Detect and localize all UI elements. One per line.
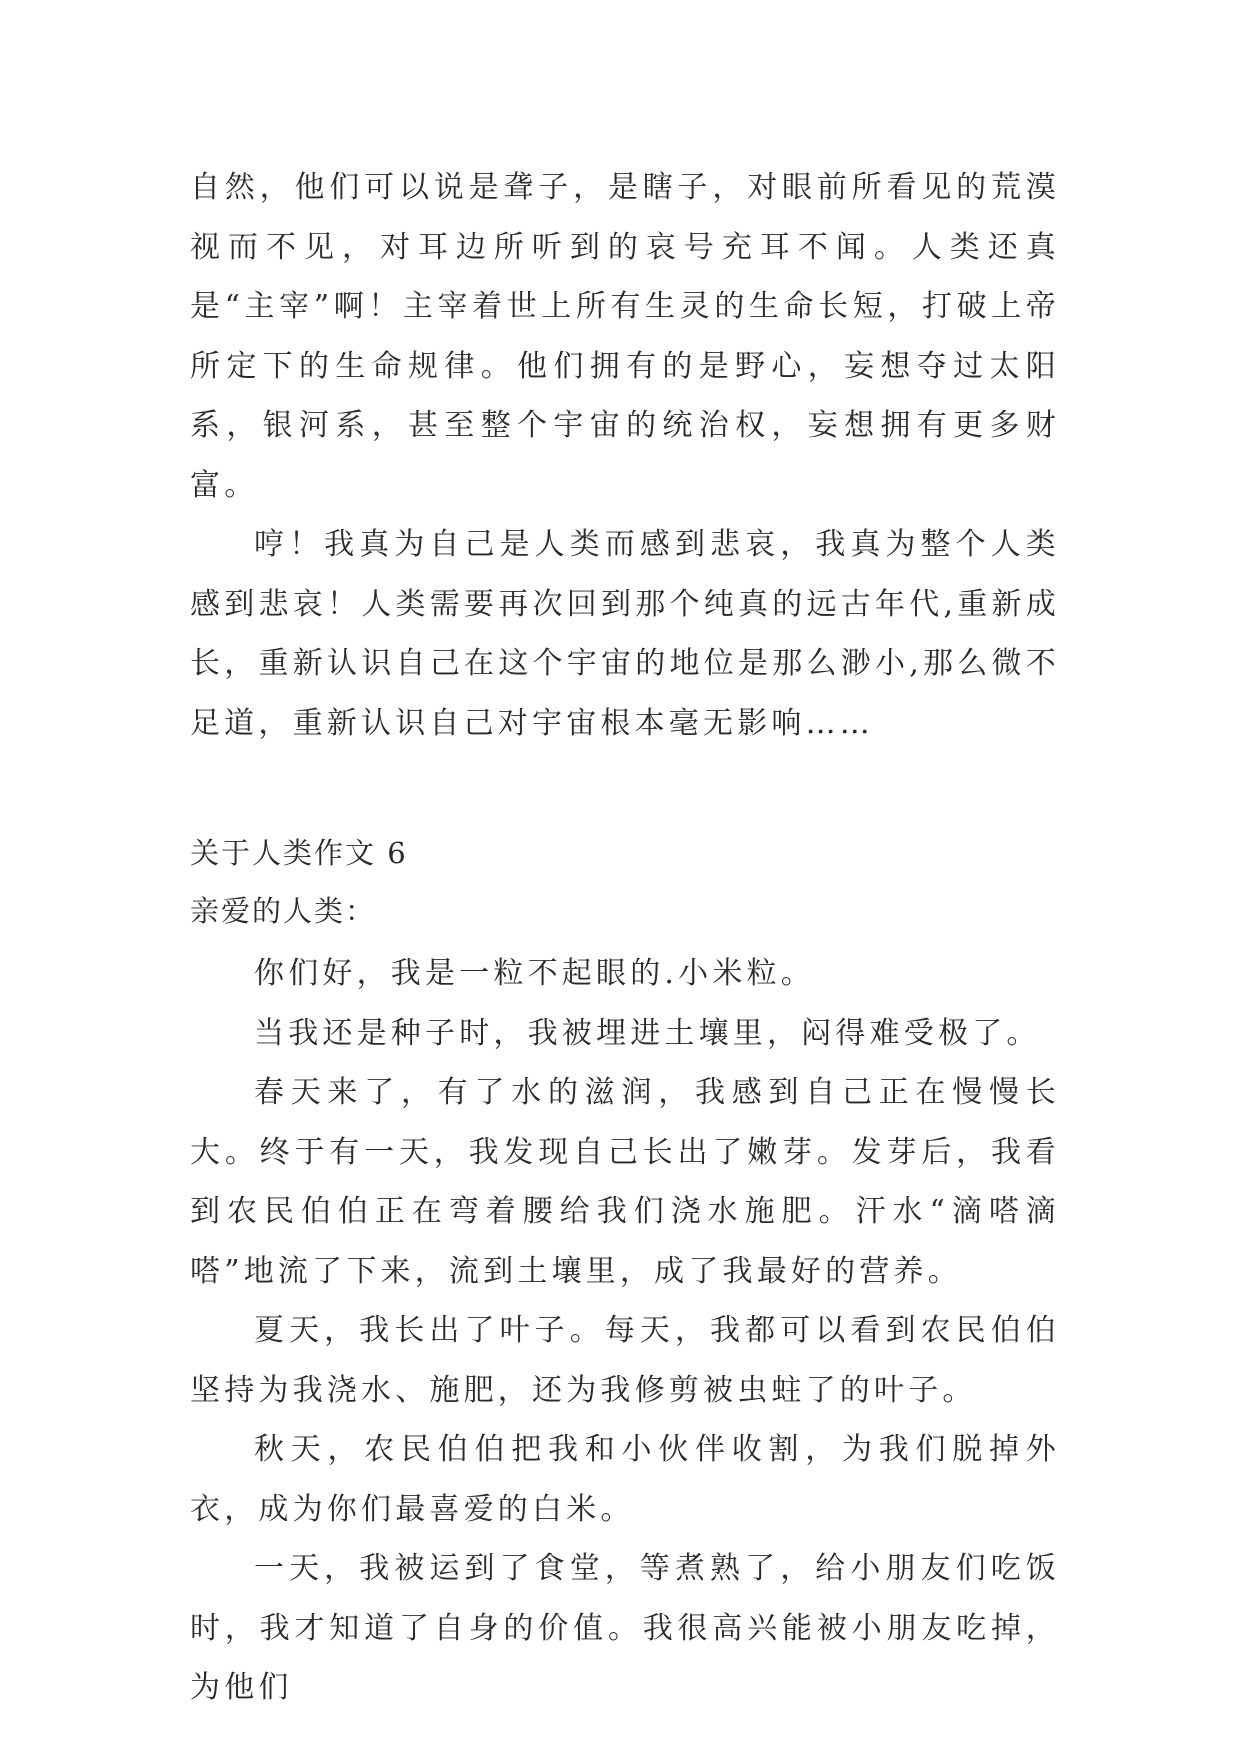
paragraph-7: 秋天，农民伯伯把我和小伙伴收割，为我们脱掉外衣，成为你们最喜爱的白米。 [190,1432,1060,1527]
section-spacer [190,753,1060,824]
paragraph-8: 一天，我被运到了食堂，等煮熟了，给小朋友们吃饭时，我才知道了自身的价值。我很高兴能被小朋友吃掉，为他们 [190,1551,1060,1705]
paragraph-6: 夏天，我长出了叶子。每天，我都可以看到农民伯伯坚持为我浇水、施肥，还为我修剪被虫蛀了的叶子。 [190,1313,1060,1408]
paragraph-3: 你们好，我是一粒不起眼的.小米粒。 [254,956,815,991]
paragraph-4: 当我还是种子时，我被埋进土壤里，闷得难受极了。 [254,1015,1041,1051]
paragraph-2: 哼！我真为自己是人类而感到悲哀，我真为整个人类感到悲哀！人类需要再次回到那个纯真的远古年代,重新成长，重新认识自己在这个宇宙的地位是那么渺小,那么微不足道，重新认识自己对宇宙根本毫无影响…… [190,527,1060,741]
document-body [190,158,1060,1718]
letter-salutation: 亲爱的人类： [190,894,377,928]
section-title: 关于人类作文 6 [190,836,408,870]
paragraph-5: 春天来了，有了水的滋润，我感到自己正在慢慢长大。终于有一天，我发现自己长出了嫩芽。发芽后，我看到农民伯伯正在弯着腰给我们浇水施肥。汗水“滴嗒滴嗒”地流了下来，流到土壤里，成了我最好的营养。 [190,1075,1060,1289]
paragraph-1: 自然，他们可以说是聋子，是瞎子，对眼前所看见的荒漠视而不见，对耳边所听到的哀号充耳不闻。人类还真是“主宰”啊！主宰着世上所有生灵的生命长短，打破上帝所定下的生命规律。他们拥有的是野心，妄想夺过太阳系，银河系，甚至整个宇宙的统治权，妄想拥有更多财富。 [190,170,1060,503]
